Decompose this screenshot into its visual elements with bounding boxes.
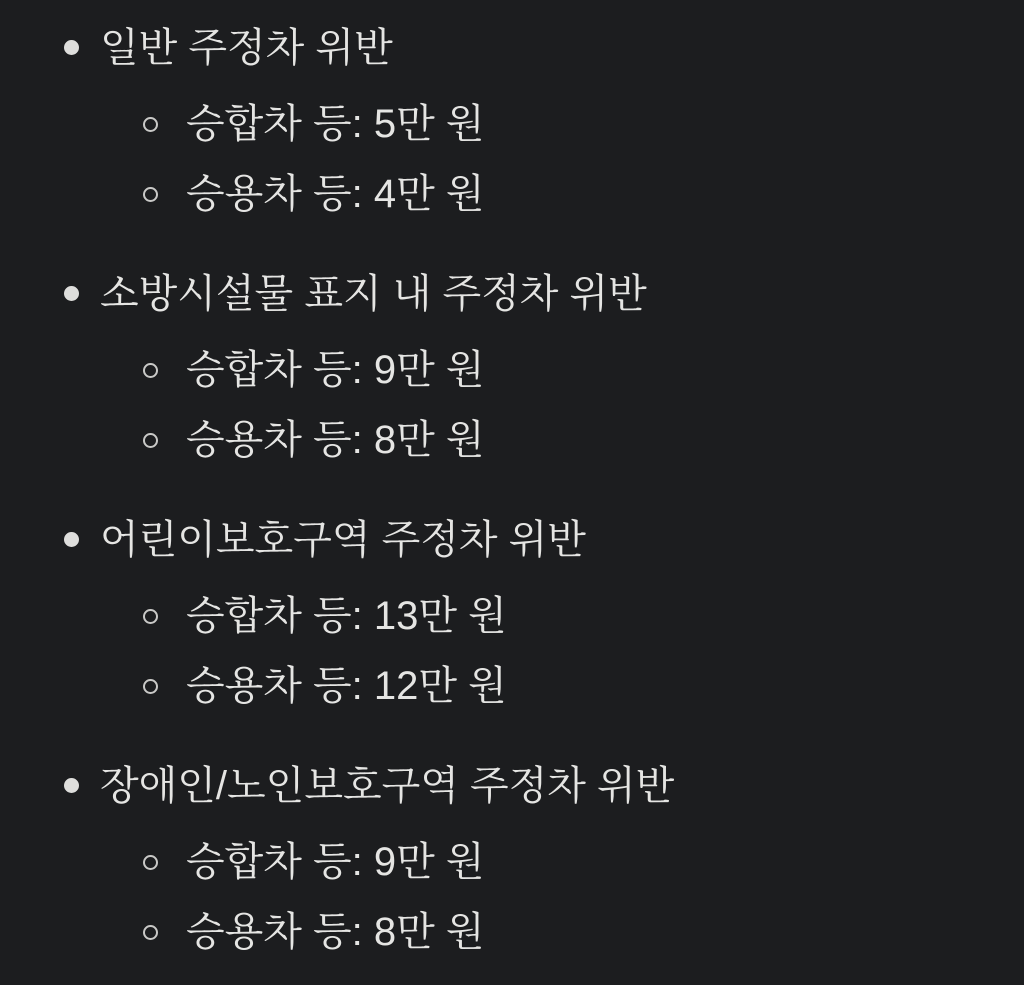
circle-bullet-icon <box>143 363 158 378</box>
fine-text: 승용차 등: 8만 원 <box>186 418 485 462</box>
disc-bullet-icon <box>64 778 79 793</box>
fine-text: 승용차 등: 4만 원 <box>186 172 485 216</box>
fine-text: 승용차 등: 8만 원 <box>186 910 485 954</box>
fine-text: 승용차 등: 12만 원 <box>186 664 507 708</box>
violation-title: 소방시설물 표지 내 주정차 위반 <box>100 272 647 316</box>
fine-text: 승합차 등: 9만 원 <box>186 840 485 884</box>
violation-title: 장애인/노인보호구역 주정차 위반 <box>100 764 675 808</box>
list-subitem-van-fine <box>100 89 1024 159</box>
fine-sublist <box>100 581 1024 721</box>
list-item-general-violation <box>0 13 1024 229</box>
list-subitem-car-fine <box>100 159 1024 229</box>
circle-bullet-icon <box>143 609 158 624</box>
fine-text: 승합차 등: 9만 원 <box>186 348 485 392</box>
circle-bullet-icon <box>143 925 158 940</box>
disc-bullet-icon <box>64 532 79 547</box>
fine-sublist <box>100 89 1024 229</box>
fine-sublist <box>100 827 1024 967</box>
violation-title: 어린이보호구역 주정차 위반 <box>100 518 586 562</box>
circle-bullet-icon <box>143 679 158 694</box>
list-item-disabled-elderly-zone-violation <box>0 751 1024 967</box>
list-subitem-van-fine <box>100 581 1024 651</box>
circle-bullet-icon <box>143 433 158 448</box>
list-subitem-van-fine <box>100 335 1024 405</box>
violation-title: 일반 주정차 위반 <box>100 26 393 70</box>
list-item-child-zone-violation <box>0 505 1024 721</box>
list-subitem-car-fine <box>100 897 1024 967</box>
list-subitem-car-fine <box>100 405 1024 475</box>
fine-text: 승합차 등: 13만 원 <box>186 594 507 638</box>
fine-sublist <box>100 335 1024 475</box>
circle-bullet-icon <box>143 187 158 202</box>
list-subitem-van-fine <box>100 827 1024 897</box>
fine-text: 승합차 등: 5만 원 <box>186 102 485 146</box>
disc-bullet-icon <box>64 40 79 55</box>
list-item-fire-facility-violation <box>0 259 1024 475</box>
circle-bullet-icon <box>143 117 158 132</box>
list-subitem-car-fine <box>100 651 1024 721</box>
circle-bullet-icon <box>143 855 158 870</box>
disc-bullet-icon <box>64 286 79 301</box>
